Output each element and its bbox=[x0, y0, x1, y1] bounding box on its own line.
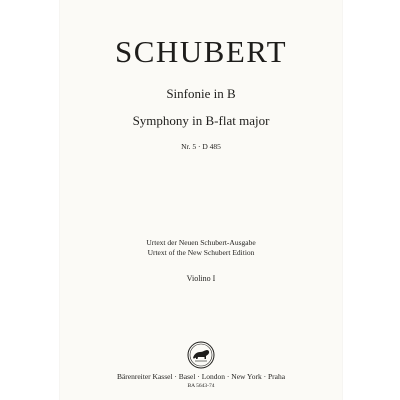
publisher-line: Bärenreiter Kassel · Basel · London · New York · Praha bbox=[116, 372, 286, 381]
urtext-english: Urtext of the New Schubert Edition bbox=[147, 248, 255, 257]
instrument-part: Violino I bbox=[186, 274, 216, 283]
title-german: Sinfonie in B bbox=[166, 86, 236, 101]
publisher-logo-icon bbox=[186, 340, 216, 370]
catalog-number: Nr. 5 · D 485 bbox=[181, 142, 221, 151]
order-number: BA 5643-74 bbox=[187, 383, 215, 389]
score-cover bbox=[60, 0, 342, 400]
urtext-german: Urtext der Neuen Schubert-Ausgabe bbox=[146, 238, 256, 247]
title-english: Symphony in B-flat major bbox=[132, 113, 270, 128]
composer-name: SCHUBERT bbox=[114, 34, 288, 69]
